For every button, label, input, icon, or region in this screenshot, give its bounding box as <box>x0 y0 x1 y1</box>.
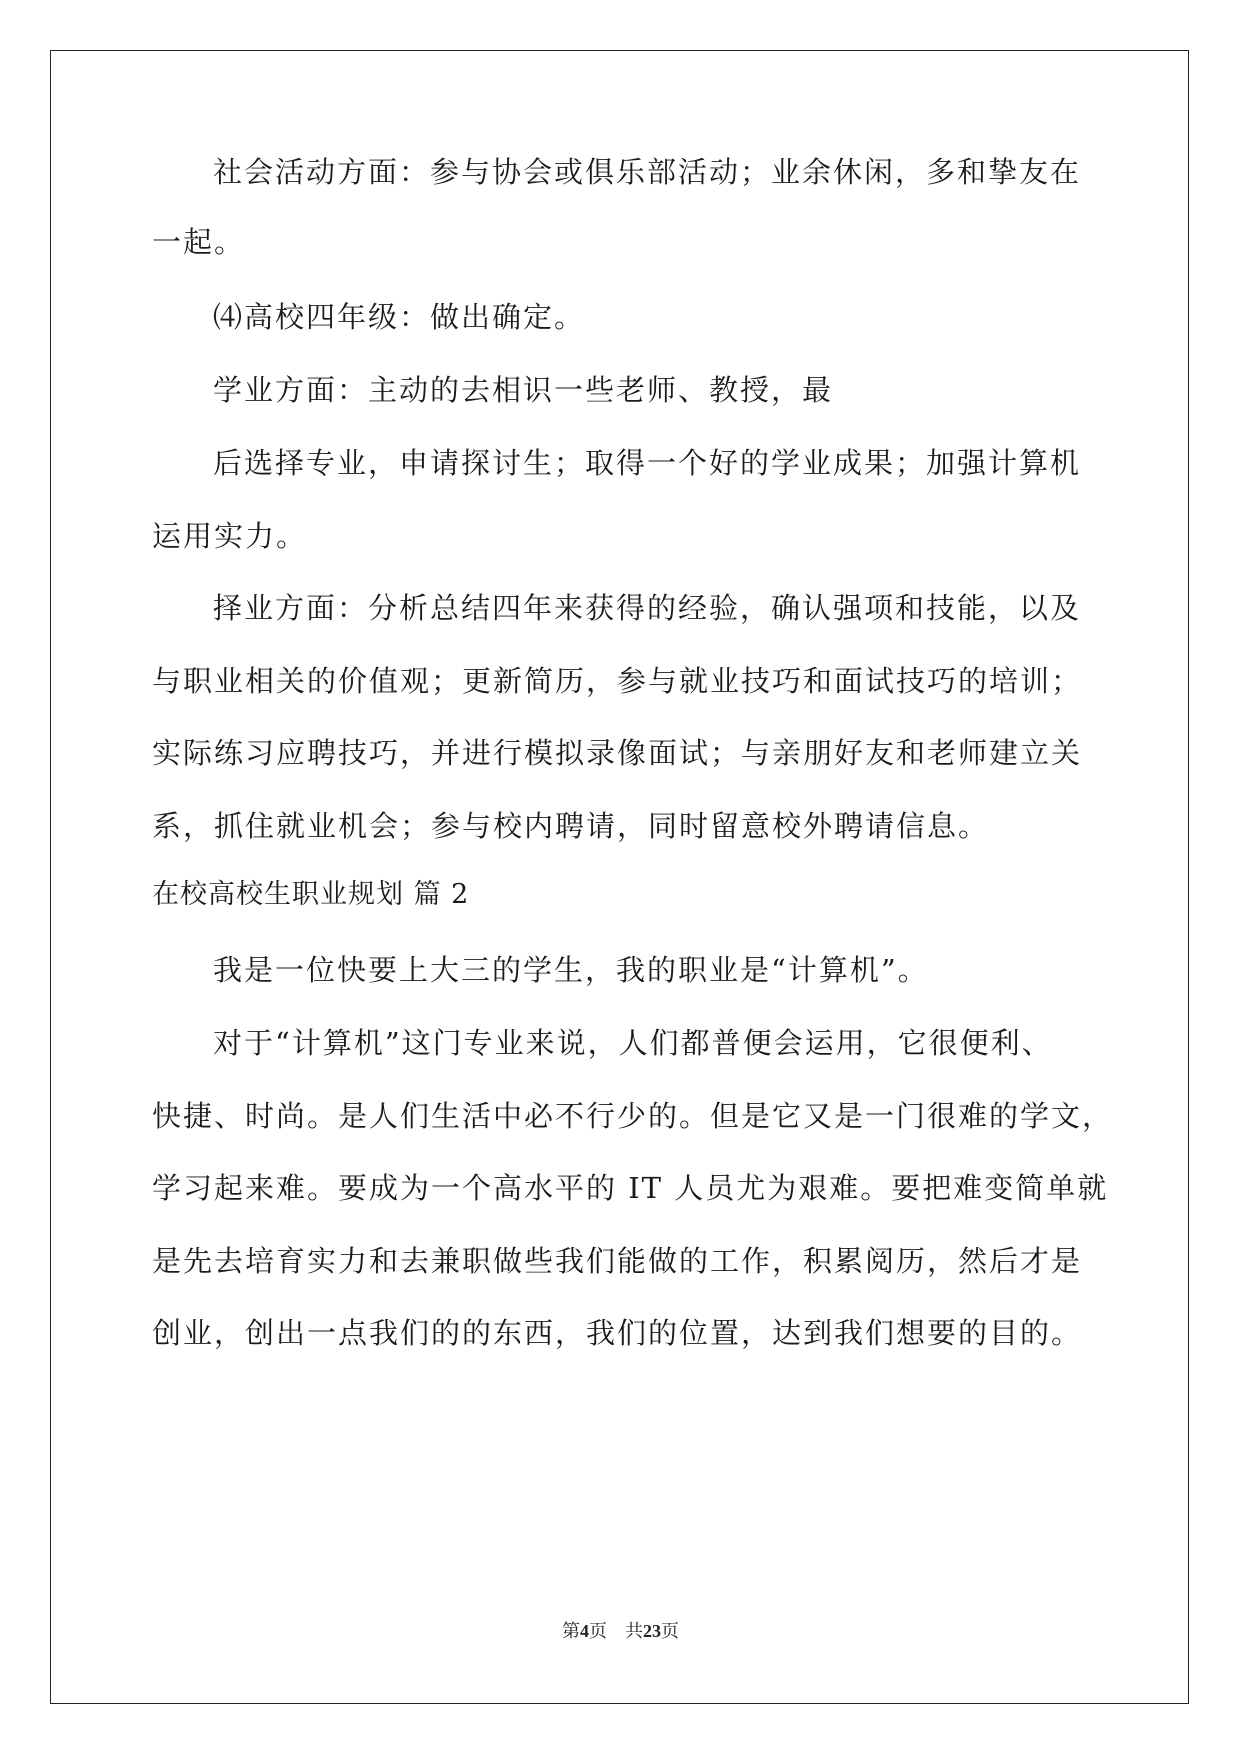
paragraph-line: 系，抓住就业机会；参与校内聘请，同时留意校外聘请信息。 <box>152 809 990 843</box>
current-page-number: 4 <box>580 1621 589 1641</box>
total-page-count: 23 <box>643 1621 661 1641</box>
page-footer <box>0 1617 1241 1643</box>
paragraph-line: 学业方面：主动的去相识一些老师、教授，最 <box>213 373 834 407</box>
footer-middle: 页 共 <box>589 1621 643 1641</box>
paragraph-line: 社会活动方面：参与协会或俱乐部活动；业余休闲，多和挚友在 <box>213 155 1082 189</box>
paragraph-line: 择业方面：分析总结四年来获得的经验，确认强项和技能，以及 <box>213 591 1082 625</box>
paragraph-line: 对于“计算机”这门专业来说，人们都普便会运用，它很便利、 <box>213 1026 1053 1060</box>
paragraph-line: 一起。 <box>152 225 246 259</box>
paragraph-line: 实际练习应聘技巧，并进行模拟录像面试；与亲朋好友和老师建立关 <box>152 736 1083 770</box>
paragraph-line: 我是一位快要上大三的学生，我的职业是“计算机”。 <box>213 953 929 987</box>
paragraph-line: 与职业相关的价值观；更新简历，参与就业技巧和面试技巧的培训； <box>152 664 1083 698</box>
section-heading: 在校高校生职业规划 篇 2 <box>152 879 470 910</box>
paragraph-line: ⑷高校四年级：做出确定。 <box>213 300 586 334</box>
paragraph-line: 创业，创出一点我们的的东西，我们的位置，达到我们想要的目的。 <box>152 1316 1083 1350</box>
footer-suffix: 页 <box>661 1621 679 1641</box>
paragraph-line: 是先去培育实力和去兼职做些我们能做的工作，积累阅历，然后才是 <box>152 1244 1083 1278</box>
paragraph-line: 运用实力。 <box>152 519 308 553</box>
footer-prefix: 第 <box>562 1621 580 1641</box>
paragraph-line: 快捷、时尚。是人们生活中必不行少的。但是它又是一门很难的学文， <box>152 1099 1114 1133</box>
paragraph-line: 学习起来难。要成为一个高水平的 IT 人员尤为艰难。要把难变简单就 <box>152 1171 1109 1205</box>
paragraph-line: 后选择专业，申请探讨生；取得一个好的学业成果；加强计算机 <box>213 446 1082 480</box>
